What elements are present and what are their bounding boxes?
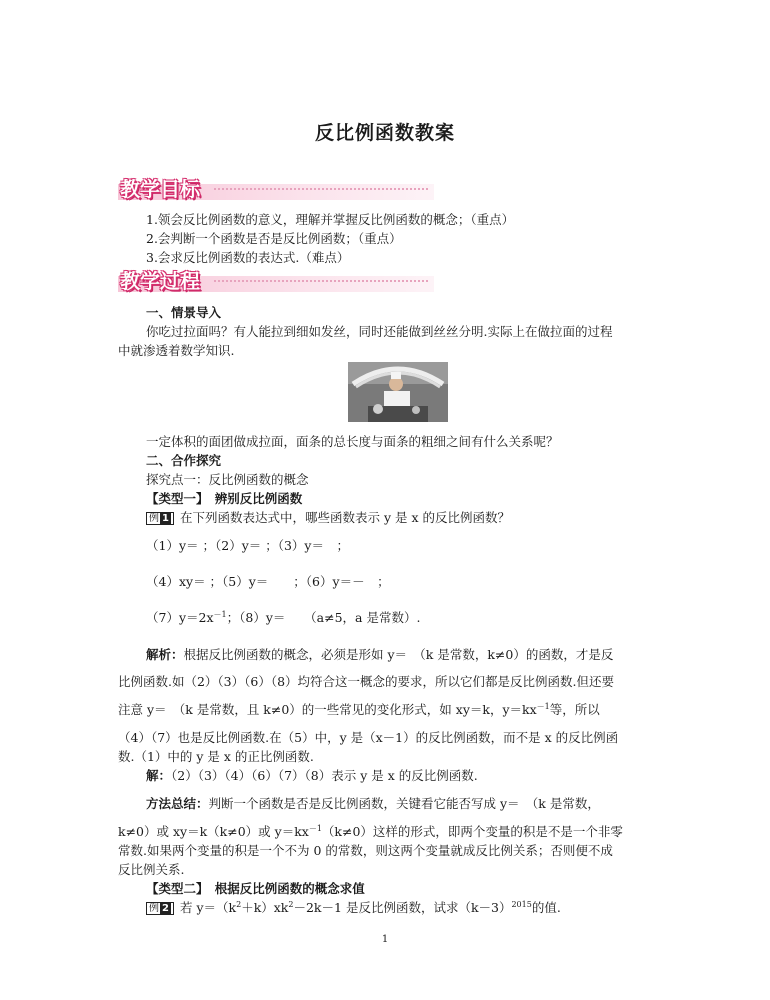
explore-point: 探究点一：反比例函数的概念 bbox=[146, 472, 309, 487]
example-badge: 例 1 bbox=[146, 512, 174, 525]
banner-label: 教学目标 bbox=[120, 177, 200, 201]
method-line: 方法总结：判断一个函数是否是反比例函数，关键看它能否写成 y＝ （k 是常数， bbox=[146, 796, 600, 811]
goal-item: 3.会求反比例函数的表达式.（难点） bbox=[146, 250, 350, 265]
analysis-line: 注意 y＝ （k 是常数，且 k≠0）的一些常见的变化形式，如 xy＝k，$y=kx^{-1}$等，所以 bbox=[118, 702, 600, 717]
page-title: 反比例函数教案 bbox=[314, 122, 455, 144]
goal-item: 1.领会反比例函数的意义，理解并掌握反比例函数的概念；（重点） bbox=[146, 212, 515, 227]
example1-text: 在下列函数表达式中，哪些函数表示 y 是 x 的反比例函数？ bbox=[179, 510, 510, 525]
analysis-line: 比例函数.如（2）（3）（6）（8）均符合这一概念的要求，所以它们都是反比例函数.但还要 bbox=[118, 674, 615, 689]
example2: 例 2 若 $y=(k^2+k)xk^2-2k-1$ 是反比例函数，试求$(k-3)^{2015}$的值. bbox=[146, 898, 561, 916]
example1-option-line: （4）xy＝ ；（5）y＝ ；（6）y＝－ ； bbox=[146, 574, 390, 589]
page-number: 1 bbox=[381, 934, 389, 945]
solution-label: 解： bbox=[146, 768, 172, 783]
method-label: 方法总结： bbox=[146, 796, 209, 811]
intro-paragraph: 中就渗透着数学知识. bbox=[118, 343, 235, 358]
method-line: 反比例关系. bbox=[118, 862, 185, 877]
example1-option-line: $(7)y=2x^{-1}$；（8）y＝ （a≠5，a 是常数）. bbox=[146, 610, 421, 625]
noodle-photo-drawing bbox=[348, 362, 448, 422]
section-banner-process bbox=[118, 270, 434, 292]
intro-heading: 一、情景导入 bbox=[146, 305, 222, 320]
explore-heading: 二、合作探究 bbox=[146, 453, 222, 468]
analysis-line: （4）（7）也是反比例函数.在（5）中，y 是（x－1）的反比例函数，而不是 x 的反比例函 bbox=[118, 730, 619, 745]
example1-option-line: （1）y＝ ；（2）y＝ ；（3）y＝ ； bbox=[146, 538, 349, 553]
section-banner-goals bbox=[118, 178, 434, 200]
banner-label: 教学过程 bbox=[120, 269, 200, 293]
banner-dots bbox=[214, 188, 428, 190]
banner-dots bbox=[214, 280, 428, 282]
intro-paragraph: 你吃过拉面吗？有人能拉到细如发丝，同时还能做到丝丝分明.实际上在做拉面的过程 bbox=[146, 324, 613, 339]
example-badge: 例 2 bbox=[146, 902, 174, 915]
goal-item: 2.会判断一个函数是否是反比例函数；（重点） bbox=[146, 231, 402, 246]
method-line: 常数.如果两个变量的积是一个不为 0 的常数，则这两个变量就成反比例关系；否则便不成 bbox=[118, 843, 613, 858]
type2-heading: 【类型二】 根据反比例函数的概念求值 bbox=[146, 881, 365, 896]
analysis-line: 解析：根据反比例函数的概念，必须是形如 y＝ （k 是常数，k≠0）的函数，才是反 bbox=[146, 647, 614, 662]
intro-question: 一定体积的面团做成拉面，面条的总长度与面条的粗细之间有什么关系呢？ bbox=[146, 434, 559, 449]
type1-heading: 【类型一】 辨别反比例函数 bbox=[146, 491, 303, 506]
solution-line: 解：（2）（3）（4）（6）（7）（8）表示 y 是 x 的反比例函数. bbox=[146, 768, 478, 783]
analysis-label: 解析： bbox=[146, 647, 184, 662]
method-line: k≠0）或 xy＝k（k≠0）或 $y=kx^{-1}(k\ne 0)$这样的形式，即两个变量的积是不是一个非零 bbox=[118, 824, 623, 839]
example1 bbox=[146, 508, 510, 526]
analysis-line: 数.（1）中的 y 是 x 的正比例函数. bbox=[118, 749, 314, 764]
noodle-photo bbox=[348, 362, 448, 422]
